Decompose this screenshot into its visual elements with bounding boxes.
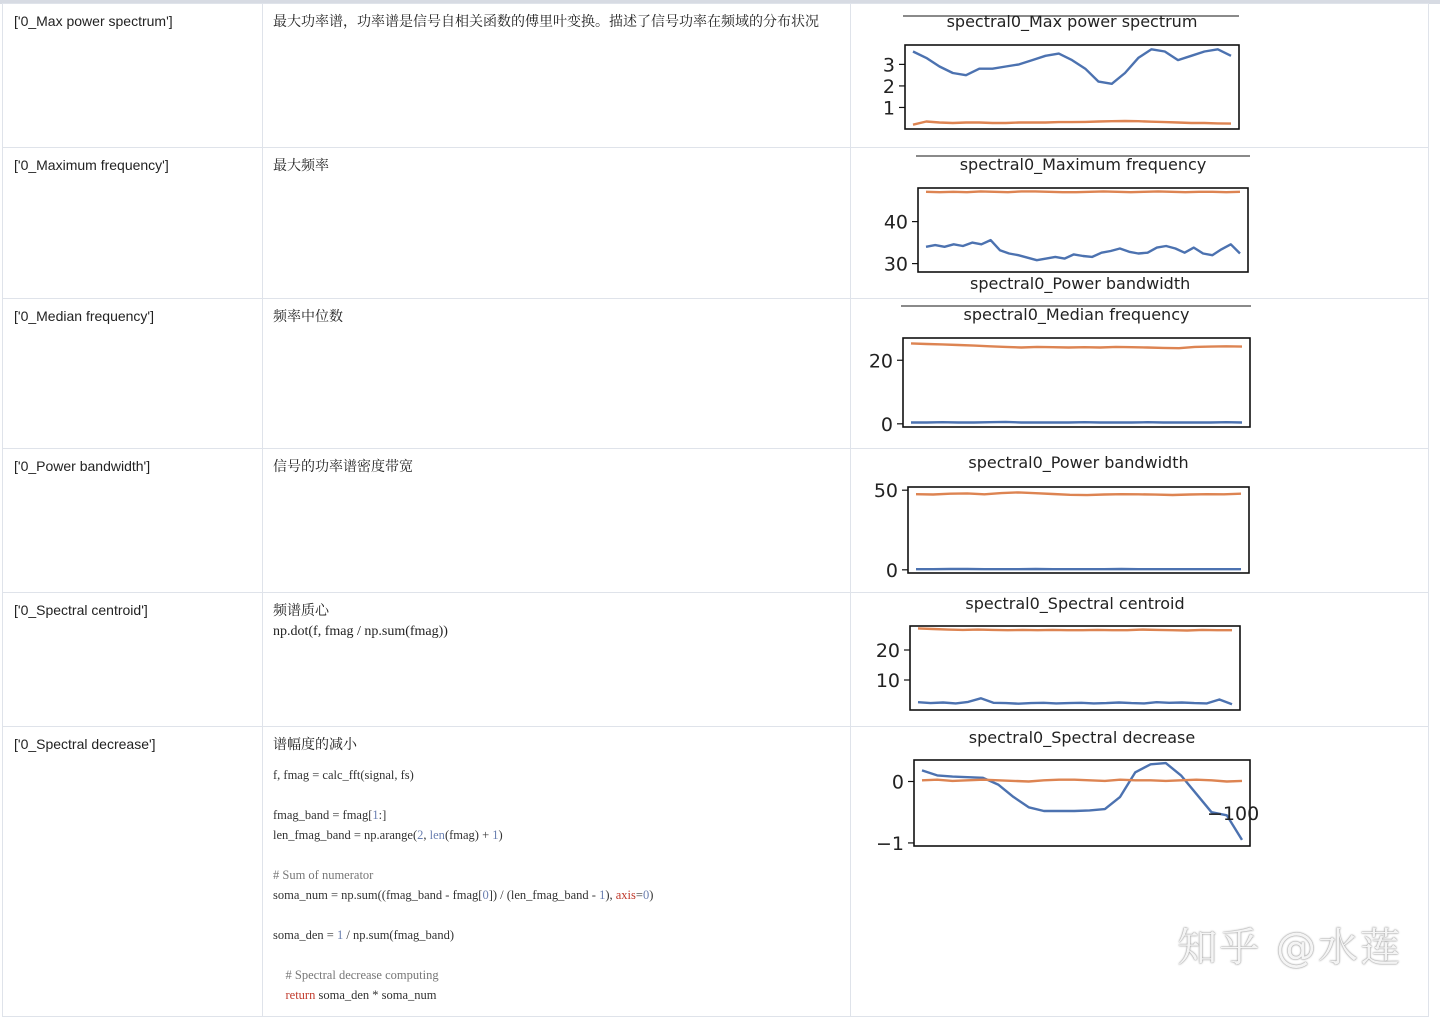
- series-line: [922, 780, 1242, 782]
- code-token: :]: [379, 808, 387, 822]
- code-line: [273, 785, 850, 805]
- code-token: ]) / (len_fmag_band -: [489, 888, 599, 902]
- feature-name: ['0_Maximum frequency']: [3, 148, 262, 173]
- table-row: [3, 299, 1429, 449]
- series-line: [918, 698, 1232, 704]
- y-tick-label: 20: [869, 350, 893, 372]
- clipped-chart-title: spectral0_Power bandwidth: [970, 274, 1190, 294]
- feature-chart: [851, 148, 1428, 299]
- plot-frame: [914, 760, 1250, 846]
- code-token: f, fmag = calc_fft(signal, fs): [273, 768, 414, 782]
- chart-title: spectral0_Median frequency: [964, 305, 1190, 325]
- code-line: [273, 825, 850, 845]
- chart-title: spectral0_Power bandwidth: [968, 453, 1188, 473]
- code-line: [273, 905, 850, 925]
- code-token: len: [430, 828, 445, 842]
- code-token: ),: [605, 888, 615, 902]
- code-token: =: [636, 888, 643, 902]
- code-token: fmag_band = fmag[: [273, 808, 372, 822]
- feature-description: 频谱质心: [273, 602, 850, 622]
- code-line: [273, 805, 850, 825]
- code-token: # Sum of numerator: [273, 868, 373, 882]
- y-tick-label: 1: [883, 97, 895, 119]
- y-tick-label: 40: [884, 212, 908, 234]
- plot-frame: [918, 188, 1248, 272]
- feature-description: 谱幅度的减小: [273, 736, 850, 756]
- feature-name: ['0_Power bandwidth']: [3, 449, 262, 474]
- series-line: [916, 492, 1241, 495]
- feature-description: 频率中位数: [273, 308, 850, 328]
- series-line: [911, 422, 1242, 423]
- code-token: soma_den =: [273, 928, 337, 942]
- series-line: [918, 628, 1232, 630]
- code-token: len_fmag_band = np.arange(: [273, 828, 417, 842]
- feature-chart: [851, 593, 1428, 727]
- table-row: [3, 727, 1429, 1017]
- table-row: [3, 593, 1429, 727]
- code-token: ,: [423, 828, 429, 842]
- code-token: 1: [599, 888, 605, 902]
- chart-title: spectral0_Spectral decrease: [969, 728, 1195, 748]
- code-token: 2: [417, 828, 423, 842]
- feature-name: ['0_Spectral decrease']: [3, 727, 262, 752]
- code-token: 1: [337, 928, 343, 942]
- code-line: [273, 865, 850, 885]
- code-token: # Spectral decrease computing: [273, 968, 439, 982]
- feature-chart: [851, 4, 1428, 148]
- y-tick-label: 3: [883, 54, 895, 76]
- table-row: [3, 148, 1429, 299]
- y-tick-label: 0: [881, 414, 893, 436]
- code-token: axis: [616, 888, 636, 902]
- code-token: ): [649, 888, 653, 902]
- chart-title: spectral0_Spectral centroid: [965, 594, 1184, 614]
- code-token: 1: [492, 828, 498, 842]
- series-line: [926, 191, 1240, 192]
- code-token: 0: [482, 888, 488, 902]
- series-line: [913, 121, 1231, 125]
- y-tick-label: 50: [874, 480, 898, 502]
- code-line: [273, 925, 850, 945]
- feature-name: ['0_Max power spectrum']: [3, 4, 262, 29]
- y-tick-label: 10: [876, 670, 900, 692]
- plot-frame: [910, 626, 1240, 710]
- code-line: [273, 765, 850, 785]
- code-token: [273, 988, 286, 1002]
- code-token: 0: [643, 888, 649, 902]
- code-token: ): [499, 828, 503, 842]
- plot-frame: [908, 487, 1249, 573]
- code-line: [273, 965, 850, 985]
- code-line: [273, 885, 850, 905]
- chart-title: spectral0_Maximum frequency: [960, 155, 1207, 175]
- chart-title: spectral0_Max power spectrum: [947, 12, 1198, 32]
- table-row: [3, 4, 1429, 148]
- series-line: [926, 240, 1240, 260]
- code-token: 1: [372, 808, 378, 822]
- y-tick-label: 2: [883, 76, 895, 98]
- series-line: [913, 49, 1231, 84]
- feature-chart: [851, 727, 1428, 1017]
- feature-table: [2, 3, 1429, 1017]
- code-token: (fmag) +: [445, 828, 492, 842]
- code-token: soma_num = np.sum((fmag_band - fmag[: [273, 888, 482, 902]
- plot-frame: [903, 338, 1250, 427]
- feature-formula: np.dot(f, fmag / np.sum(fmag)): [273, 622, 850, 642]
- table-row: [3, 449, 1429, 593]
- feature-chart: [851, 449, 1428, 593]
- feature-chart: [851, 299, 1428, 449]
- feature-description: 最大频率: [273, 157, 850, 177]
- code-token: / np.sum(fmag_band): [343, 928, 454, 942]
- code-line: [273, 945, 850, 965]
- feature-description: 最大功率谱，功率谱是信号自相关函数的傅里叶变换。描述了信号功率在频域的分布状况: [273, 13, 850, 33]
- axis-offset-label: −100: [1207, 803, 1259, 825]
- y-tick-label: 20: [876, 640, 900, 662]
- feature-description: 信号的功率谱密度带宽: [273, 458, 850, 478]
- y-tick-label: 0: [886, 560, 898, 582]
- y-tick-label: 30: [884, 254, 908, 276]
- y-tick-label: 0: [892, 772, 904, 794]
- code-token: soma_den * soma_num: [315, 988, 436, 1002]
- y-tick-label: −1: [876, 833, 904, 855]
- watermark-text: 知乎 @水莲: [1177, 916, 1402, 973]
- feature-name: ['0_Median frequency']: [3, 299, 262, 324]
- series-line: [911, 343, 1242, 348]
- code-block: [263, 756, 850, 1005]
- series-line: [922, 763, 1242, 840]
- code-token: return: [286, 988, 316, 1002]
- code-line: [273, 985, 850, 1005]
- code-line: [273, 845, 850, 865]
- feature-name: ['0_Spectral centroid']: [3, 593, 262, 618]
